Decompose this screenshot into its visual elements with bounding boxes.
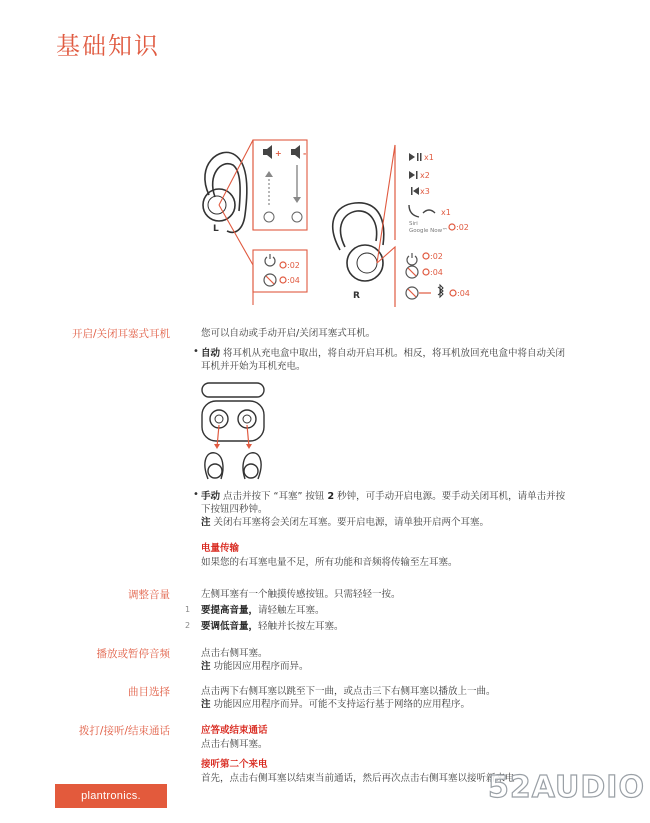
clock-icon [280,277,286,283]
siri-timer: :02 [456,223,469,232]
left-power-on-timer: :02 [287,261,300,270]
play-section-label: 播放或暂停音频 [96,648,170,660]
volume-section-label: 调整音量 [128,589,170,601]
right-power-off-timer: :04 [430,268,443,277]
previous-track-icon [411,187,419,195]
volume-item2-num: 2 [185,621,191,630]
volume-intro: 左侧耳塞有一个触摸传感按钮。只需轻轻一按。 [201,589,401,600]
power-note-text: 关闭右耳塞将会关闭左耳塞。要开启电源，请单独开启两个耳塞。 [210,517,490,528]
volume-up-icon [263,145,272,159]
clock-icon [423,253,429,259]
bluetooth-timer: :04 [457,289,470,298]
volume-item1-bold: 要提高音量， [201,605,259,616]
power-on-icon [407,253,417,265]
plantronics-logo: plantronics. [55,784,167,808]
track-note-text: 功能因应用程序而异。可能不支持运行基于网络的应用程序。 [210,699,471,710]
manual-line2: 下按钮四秒钟。 [201,504,268,515]
second-call-text: 首先，点击右侧耳塞以结束当前通话，然后再次点击右侧耳塞以接听新来电 [201,773,515,784]
earbud-controls-diagram [195,135,485,310]
power-intro: 您可以自动或手动开启/关闭耳塞式耳机。 [201,328,376,339]
play-paragraph [201,647,309,673]
clock-icon [423,269,429,275]
manual-paragraph [201,490,606,529]
power-note-bold: 注 [201,517,211,528]
watermark: 52AUDIO [488,770,645,805]
clock-icon [449,224,455,230]
play-pause-icon [409,153,422,161]
call-count: x1 [441,208,451,217]
bullet: • [193,346,199,357]
second-call-title: 接听第二个来电 [201,759,268,770]
play-note-text: 功能因应用程序而异。 [210,661,309,672]
volume-item1-num: 1 [185,605,191,614]
calls-section-label: 拨打/接听/结束通话 [78,725,170,737]
vol-up-sign: + [275,149,282,158]
next-count: x2 [420,171,430,180]
volume-item2-text: 轻触并长按左耳塞。 [258,621,344,632]
hang-up-icon [423,210,435,213]
bluetooth-icon [438,285,443,297]
left-label: L [213,224,219,234]
answer-title: 应答或结束通话 [201,725,268,736]
manual-line1b: 秒钟，可手动开启电源。要手动关闭耳机，请单击并按 [334,491,566,502]
manual-line1: 点击并按下 “耳塞” 按钮 [220,491,328,502]
play-count: x1 [424,153,434,162]
power-on-icon [265,254,275,266]
track-paragraph [201,685,496,711]
press-hold-icon [292,212,302,222]
volume-item1-text: 请轻触左耳塞。 [258,605,325,616]
track-section-label: 曲目选择 [128,686,170,698]
manual-seconds: 2 [327,491,335,502]
vol-down-sign: - [303,149,307,158]
prev-count: x3 [420,187,430,196]
track-text: 点击两下右侧耳塞以跳至下一曲，或点击三下右侧耳塞以播放上一曲。 [201,686,496,697]
play-text: 点击右侧耳塞。 [201,648,268,659]
track-note-bold: 注 [201,699,211,710]
volume-item2 [201,620,344,633]
phone-icon [409,205,419,217]
right-label: R [353,291,360,301]
auto-line1: 将耳机从充电盒中取出，将自动开启耳机。相反，将耳机放回充电盒中将自动关闭 [220,348,566,359]
transfer-text: 如果您的右耳塞电量不足，所有功能和音频将传输至左耳塞。 [201,557,458,568]
tap-icon [264,212,274,222]
right-power-on-timer: :02 [430,252,443,261]
auto-paragraph [201,347,601,373]
bullet: • [193,489,199,500]
next-track-icon [409,171,418,179]
charging-case-illustration [199,381,269,481]
page-title: 基础知识 [56,32,160,60]
google-now-label: Google Now™ [409,228,448,234]
power-section-label: 开启/关闭耳塞式耳机 [71,328,170,340]
left-power-off-timer: :04 [287,276,300,285]
answer-text: 点击右侧耳塞。 [201,739,268,750]
play-note-bold: 注 [201,661,211,672]
volume-item2-bold: 要调低音量， [201,621,259,632]
transfer-title: 电量传输 [201,543,240,554]
volume-down-icon [291,145,300,159]
clock-icon [450,290,456,296]
clock-icon [280,262,286,268]
siri-label: Siri [409,221,418,227]
volume-item1 [201,604,325,617]
auto-line2: 耳机并开始为耳机充电。 [201,361,306,372]
auto-bold: 自动 [201,348,221,359]
manual-bold: 手动 [201,491,221,502]
